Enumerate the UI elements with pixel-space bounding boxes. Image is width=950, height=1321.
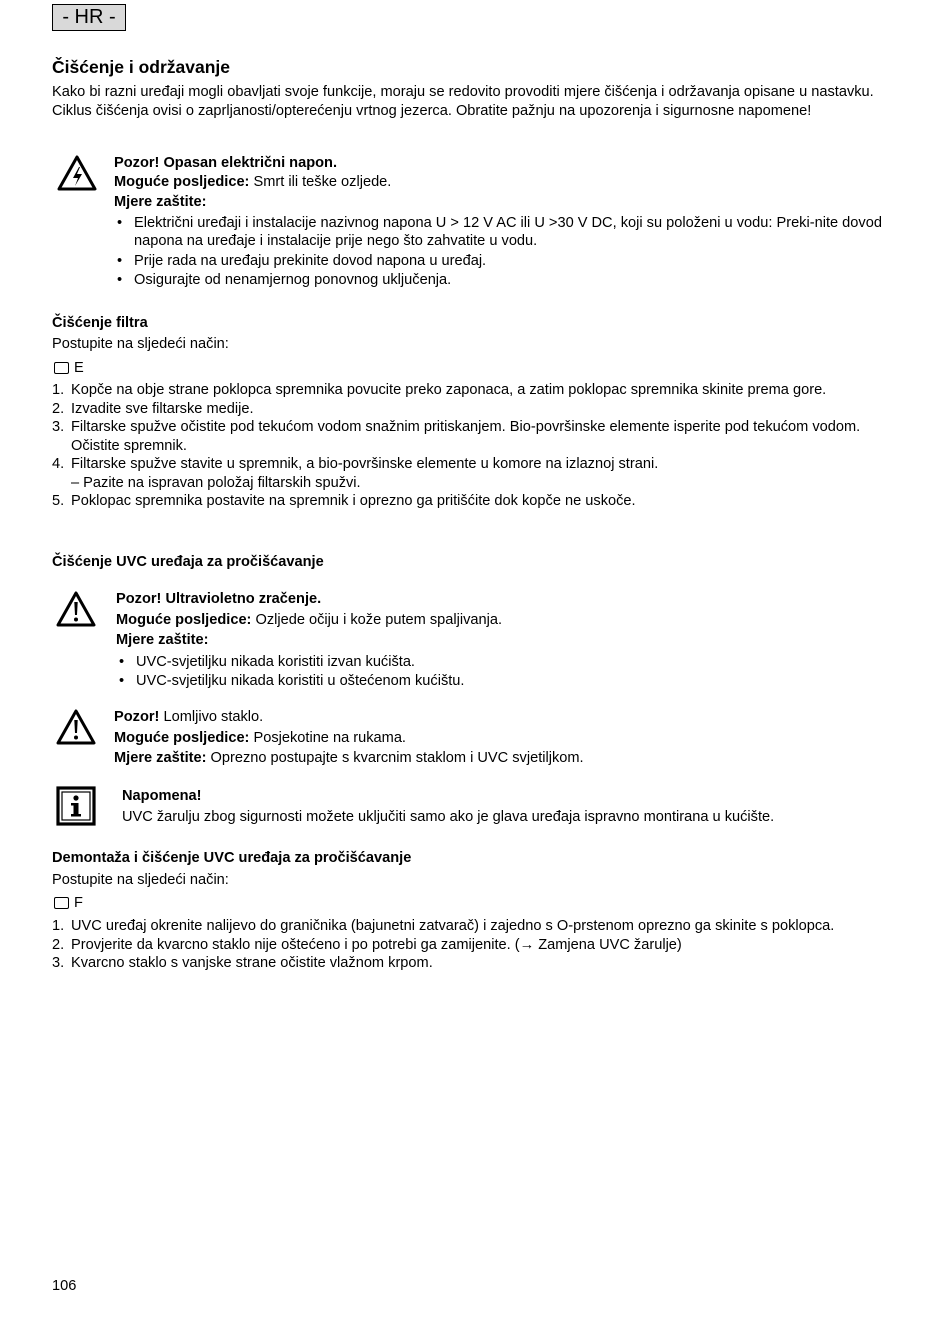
warning-electric-consequences bbox=[114, 173, 884, 192]
step-number: 1. bbox=[52, 382, 65, 398]
figure-label: F bbox=[74, 895, 83, 911]
step-item bbox=[52, 418, 882, 455]
figure-reference-e bbox=[54, 359, 84, 378]
dismantle-intro: Postupite na sljedeći način: bbox=[52, 872, 229, 888]
step-number: 3. bbox=[52, 419, 65, 435]
list-item: • Prije rada na uređaju prekinite dovod napona u uređaj. bbox=[114, 252, 884, 271]
section-heading-dismantle: Demontaža i čišćenje UVC uređaja za pročišćavanje bbox=[52, 850, 412, 866]
list-item: • UVC-svjetiljku nikada koristiti u oštećenom kućištu. bbox=[116, 672, 876, 691]
list-item: • Električni uređaji i instalacije nazivnog napona U > 12 V AC ili U >30 V DC, koji su položeni u vodu: Preki-nite dovod napona na uređaje i instalacije prije nego što zahvatite u vodu. bbox=[114, 214, 884, 251]
filter-steps bbox=[52, 381, 882, 511]
step-text: Kopče na obje strane poklopca spremnika povucite preko zaponaca, a zatim poklopac spremnika skinite prema gore. bbox=[71, 382, 827, 398]
protection-list bbox=[114, 214, 884, 290]
step-item bbox=[52, 954, 882, 973]
dismantle-steps bbox=[52, 917, 882, 973]
step-number: 5. bbox=[52, 493, 65, 509]
headline-rest: Lomljivo staklo. bbox=[159, 709, 264, 725]
section-heading-uvc: Čišćenje UVC uređaja za pročišćavanje bbox=[52, 554, 324, 570]
step-text: UVC uređaj okrenite nalijevo do graničnika (bajunetni zatvarač) i zajedno s O-prstenom oprezno ga skinite s poklopca. bbox=[71, 918, 835, 934]
step-number: 1. bbox=[52, 918, 65, 934]
protection-label: Mjere zaštite: bbox=[114, 750, 207, 766]
consequences-text: Smrt ili teške ozljede. bbox=[249, 173, 392, 190]
substep-item bbox=[52, 474, 882, 493]
note-headline: Napomena! bbox=[122, 788, 202, 804]
consequences-text: Ozljede očiju i kože putem spaljivanja. bbox=[251, 611, 503, 628]
page-title: Čišćenje i održavanje bbox=[52, 57, 230, 77]
protection-label: Mjere zaštite: bbox=[116, 632, 209, 648]
consequences-label: Moguće posljedice: bbox=[116, 611, 252, 628]
electric-hazard-icon bbox=[56, 154, 98, 198]
list-item: • UVC-svjetiljku nikada koristiti izvan kućišta. bbox=[116, 653, 876, 672]
step-text: Filtarske spužve stavite u spremnik, a bio-površinske elemente u komore na izlaznoj strani. bbox=[71, 456, 659, 472]
step-item bbox=[52, 936, 882, 955]
step-item bbox=[52, 917, 882, 936]
step-text: Poklopac spremnika postavite na spremnik i oprezno ga pritišćite dok kopče ne uskoče. bbox=[71, 493, 636, 509]
protection-list bbox=[116, 653, 876, 691]
headline-bold: Pozor! bbox=[114, 709, 160, 725]
step-item bbox=[52, 381, 882, 400]
step-item bbox=[52, 492, 882, 511]
warning-exclamation-icon bbox=[55, 708, 97, 752]
book-icon bbox=[54, 897, 69, 909]
warning-glass-protection bbox=[114, 749, 874, 768]
step-text: Izvadite sve filtarske medije. bbox=[71, 400, 254, 417]
step-number: 4. bbox=[52, 456, 65, 472]
step-number: 2. bbox=[52, 400, 65, 417]
warning-uv bbox=[116, 590, 876, 691]
warning-glass-headline bbox=[114, 708, 874, 727]
step-number: 3. bbox=[52, 955, 65, 971]
info-icon bbox=[56, 786, 96, 832]
step-text: Filtarske spužve očistite pod tekućom vodom snažnim pritiskanjem. Bio-površinske elemente isperite pod tekućom vodom. Očistite spremnik. bbox=[71, 419, 861, 454]
warning-uv-consequences bbox=[116, 611, 876, 630]
substep-text: – Pazite na ispravan položaj filtarskih spužvi. bbox=[71, 474, 361, 491]
warning-electric-headline: Pozor! Opasan električni napon. bbox=[114, 155, 338, 171]
step-text: Provjerite da kvarcno staklo nije oštećeno i po potrebi ga zamijenite. (→ Zamjena UVC žarulje) bbox=[71, 936, 682, 953]
filter-intro: Postupite na sljedeći način: bbox=[52, 336, 229, 352]
book-icon bbox=[54, 362, 69, 374]
warning-glass bbox=[114, 708, 874, 768]
step-item bbox=[52, 455, 882, 474]
step-item bbox=[52, 400, 882, 419]
warning-electric bbox=[114, 154, 884, 290]
warning-exclamation-icon bbox=[55, 590, 97, 634]
note-text: UVC žarulju zbog sigurnosti možete uključiti samo ako je glava uređaja ispravno montirana u kućište. bbox=[122, 808, 775, 825]
consequences-text: Posjekotine na rukama. bbox=[249, 729, 406, 746]
note-box bbox=[122, 787, 882, 826]
figure-reference-f bbox=[54, 894, 83, 913]
protection-label: Mjere zaštite: bbox=[114, 194, 207, 210]
intro-paragraph: Kako bi razni uređaji mogli obavljati svoje funkcije, moraju se redovito provoditi mjere čišćenja i održavanja opisane u nastavku. Ciklus čišćenja ovisi o zaprljanosti/opterećenju vrtnog jezerca. Obratite pažnju na upozorenja i sigurnosne napomene! bbox=[52, 84, 874, 119]
step-text: Kvarcno staklo s vanjske strane očistite vlažnom krpom. bbox=[71, 955, 433, 971]
language-tag: - HR - bbox=[52, 4, 126, 31]
consequences-label: Moguće posljedice: bbox=[114, 173, 250, 190]
list-item: • Osigurajte od nenamjernog ponovnog uključenja. bbox=[114, 271, 884, 290]
section-heading-filter: Čišćenje filtra bbox=[52, 315, 148, 331]
step-number: 2. bbox=[52, 936, 65, 953]
protection-text: Oprezno postupajte s kvarcnim staklom i UVC svjetiljkom. bbox=[206, 750, 584, 766]
warning-uv-headline: Pozor! Ultravioletno zračenje. bbox=[116, 591, 322, 607]
consequences-label: Moguće posljedice: bbox=[114, 729, 250, 746]
page-number: 106 bbox=[52, 1278, 77, 1294]
warning-glass-consequences bbox=[114, 729, 874, 748]
figure-label: E bbox=[74, 360, 84, 376]
